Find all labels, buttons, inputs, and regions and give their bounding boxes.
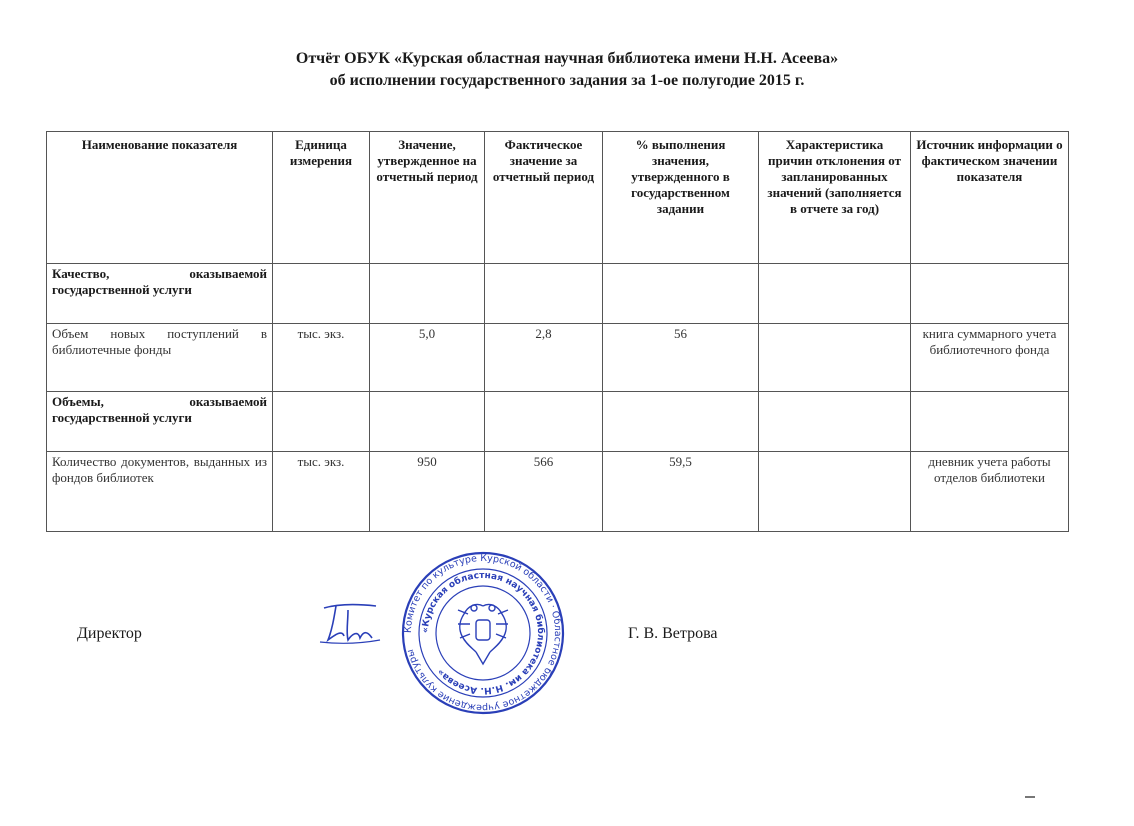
scan-mark <box>1025 796 1035 798</box>
header-planned: Значение, утвержденное на отчетный период <box>370 132 485 264</box>
table-header-row <box>47 132 1069 264</box>
svg-text:Комитет по культуре Курской об: Комитет по культуре Курской области · Областное бюджетное учреждение культуры <box>402 552 564 714</box>
signature-position: Директор <box>77 625 142 642</box>
header-indicator-name: Наименование показателя <box>47 132 273 264</box>
official-seal-icon <box>398 548 568 718</box>
row-planned: 5,0 <box>370 324 485 392</box>
row-name: Объем новых поступлений в библиотечные фонды <box>47 324 273 392</box>
report-title <box>0 48 1134 92</box>
row-percent: 56 <box>603 324 759 392</box>
row-unit: тыс. экз. <box>273 324 370 392</box>
row-source: книга суммарного учета библиотечного фонда <box>911 324 1069 392</box>
signer-name: Г. В. Ветрова <box>628 625 718 642</box>
header-percent: % выполнения значения, утвержденного в государственном задании <box>603 132 759 264</box>
table-section-row <box>47 264 1069 324</box>
header-unit: Единица измерения <box>273 132 370 264</box>
row-actual: 566 <box>485 452 603 532</box>
row-unit: тыс. экз. <box>273 452 370 532</box>
svg-text:«Курская областная научная биб: «Курская областная научная библиотека им. Н.Н. Асеева» <box>420 570 546 696</box>
row-percent: 59,5 <box>603 452 759 532</box>
header-source: Источник информации о фактическом значении показателя <box>911 132 1069 264</box>
row-reason <box>759 324 911 392</box>
report-table <box>46 131 1069 532</box>
report-title-line2: об исполнении государственного задания за 1-ое полугодие 2015 г. <box>329 72 805 89</box>
row-source: дневник учета работы отделов библиотеки <box>911 452 1069 532</box>
row-name: Количество документов, выданных из фондов библиотек <box>47 452 273 532</box>
section-volume-label: Объемы, оказываемой государственной услуги <box>47 392 273 452</box>
table-row <box>47 452 1069 532</box>
header-actual: Фактическое значение за отчетный период <box>485 132 603 264</box>
row-actual: 2,8 <box>485 324 603 392</box>
handwritten-signature-icon <box>318 600 382 648</box>
header-deviation-reason: Характеристика причин отклонения от запланированных значений (заполняется в отчете за год) <box>759 132 911 264</box>
report-title-line1: Отчёт ОБУК «Курская областная научная библиотека имени Н.Н. Асеева» <box>295 50 839 67</box>
row-reason <box>759 452 911 532</box>
table-section-row <box>47 392 1069 452</box>
section-quality-label: Качество, оказываемой государственной услуги <box>47 264 273 324</box>
table-row <box>47 324 1069 392</box>
row-planned: 950 <box>370 452 485 532</box>
